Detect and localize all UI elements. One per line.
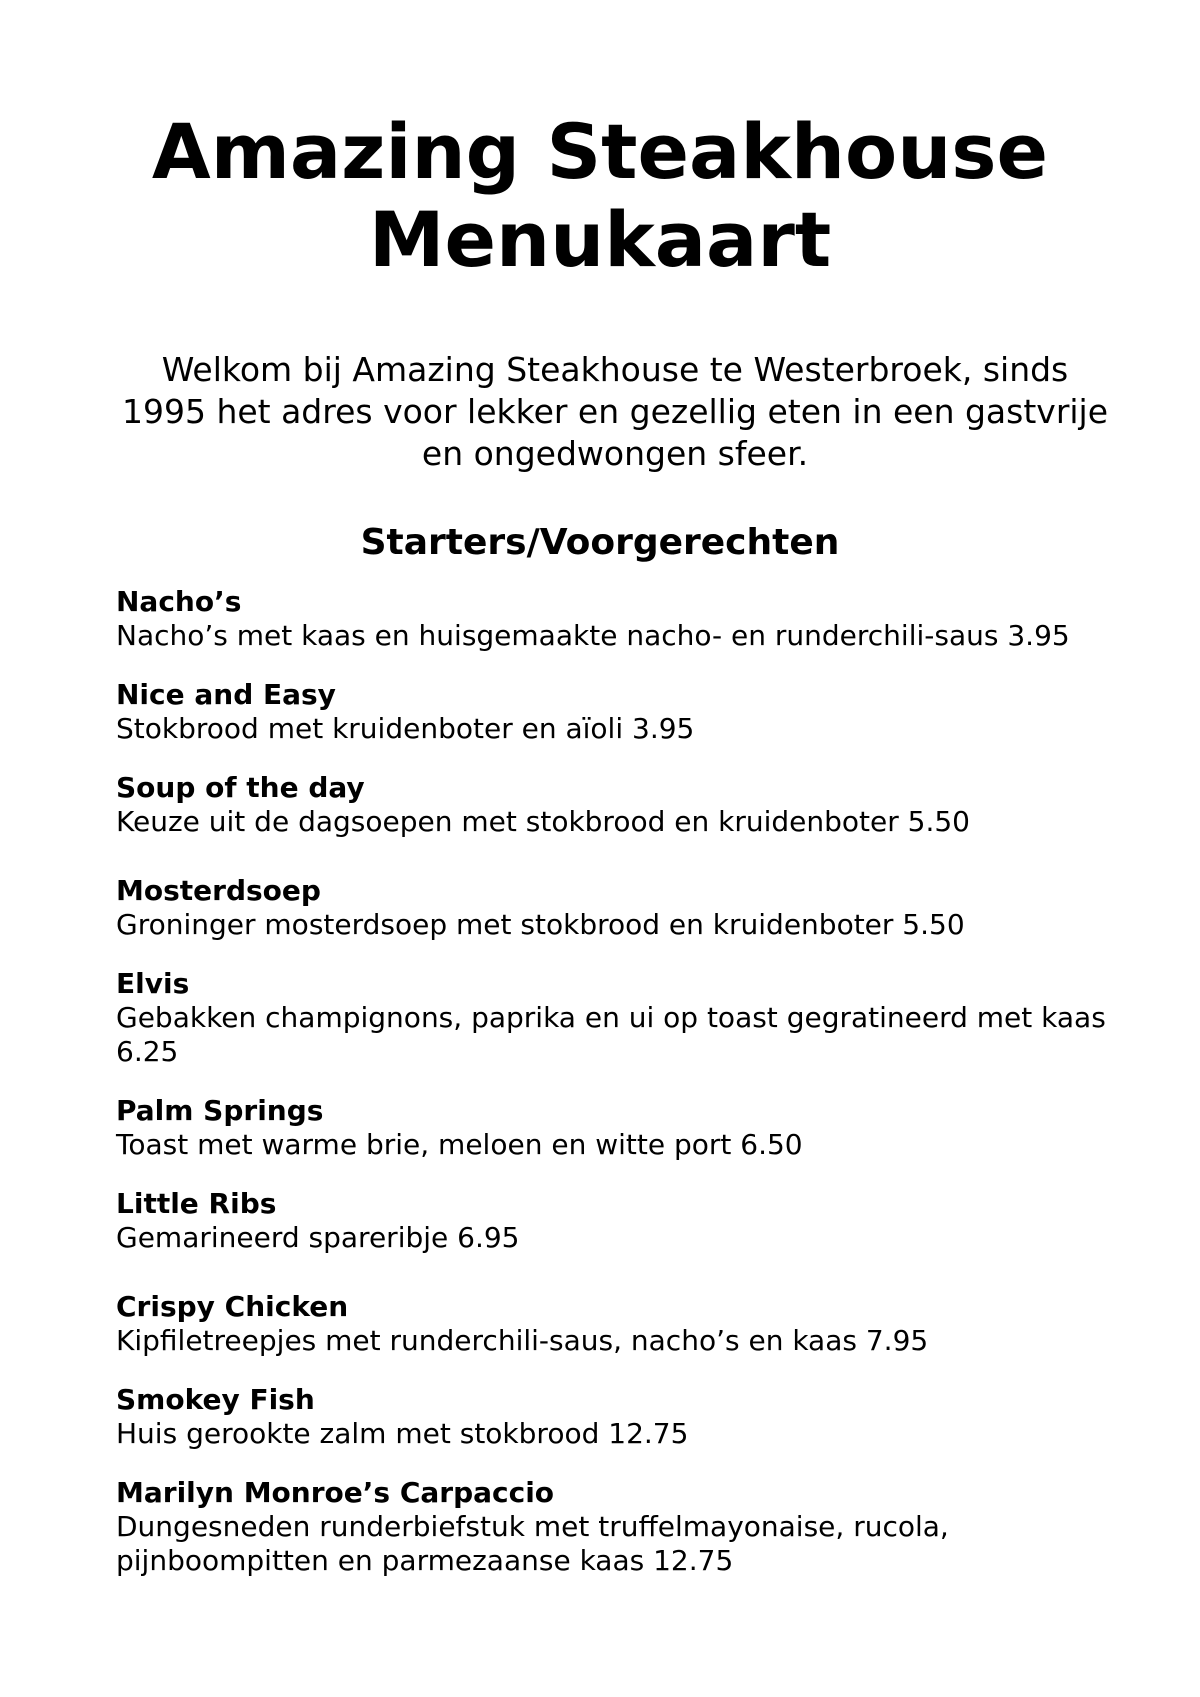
menu-item-name: Elvis bbox=[116, 967, 190, 1000]
menu-item-elvis bbox=[116, 967, 1116, 1069]
menu-item-description: Gemarineerd spareribje 6.95 bbox=[116, 1221, 520, 1254]
menu-item-soup-of-the-day bbox=[116, 771, 1116, 839]
menu-item-name: Little Ribs bbox=[116, 1187, 277, 1220]
page-title bbox=[0, 108, 1200, 284]
menu-item-description: Stokbrood met kruidenboter en aïoli 3.95 bbox=[116, 712, 695, 745]
menu-item-description: Nacho’s met kaas en huisgemaakte nacho- en runderchili-saus 3.95 bbox=[116, 619, 1070, 652]
menu-item-name: Smokey Fish bbox=[116, 1383, 315, 1416]
menu-item-marilyn-monroes-carpaccio bbox=[116, 1476, 1016, 1578]
menu-item-nachos bbox=[116, 585, 1116, 653]
menu-item-crispy-chicken bbox=[116, 1290, 1116, 1358]
menu-item-description: Gebakken champignons, paprika en ui op toast gegratineerd met kaas 6.25 bbox=[116, 1001, 1106, 1068]
menu-item-description: Toast met warme brie, meloen en witte port 6.50 bbox=[116, 1128, 803, 1161]
menu-item-name: Nice and Easy bbox=[116, 678, 336, 711]
menu-item-palm-springs bbox=[116, 1094, 1116, 1162]
menu-item-mosterdsoep bbox=[116, 874, 1116, 942]
menu-item-name: Palm Springs bbox=[116, 1094, 324, 1127]
menu-item-description: Keuze uit de dagsoepen met stokbrood en kruidenboter 5.50 bbox=[116, 805, 970, 838]
title-line-1: Amazing Steakhouse bbox=[151, 107, 1049, 196]
section-heading: Starters/Voorgerechten bbox=[360, 522, 840, 563]
menu-item-nice-and-easy bbox=[116, 678, 1116, 746]
intro-text: Welkom bij Amazing Steakhouse te Westerbroek, sinds 1995 het adres voor lekker en gezellig eten in een gastvrije en ongedwongen sfeer. bbox=[121, 350, 1109, 473]
menu-item-name: Soup of the day bbox=[116, 771, 365, 804]
menu-item-description: Dungesneden runderbiefstuk met truffelmayonaise, rucola, pijnboompitten en parmezaanse kaas 12.75 bbox=[116, 1510, 949, 1577]
menu-item-name: Mosterdsoep bbox=[116, 874, 321, 907]
menu-item-little-ribs bbox=[116, 1187, 1116, 1255]
menu-item-description: Kipfiletreepjes met runderchili-saus, nacho’s en kaas 7.95 bbox=[116, 1324, 929, 1357]
menu-item-description: Huis gerookte zalm met stokbrood 12.75 bbox=[116, 1417, 689, 1450]
menu-item-name: Nacho’s bbox=[116, 585, 242, 618]
title-line-2: Menukaart bbox=[368, 195, 832, 284]
menu-item-name: Marilyn Monroe’s Carpaccio bbox=[116, 1476, 555, 1509]
menu-item-name: Crispy Chicken bbox=[116, 1290, 349, 1323]
menu-item-smokey-fish bbox=[116, 1383, 1116, 1451]
menu-item-description: Groninger mosterdsoep met stokbrood en kruidenboter 5.50 bbox=[116, 908, 965, 941]
